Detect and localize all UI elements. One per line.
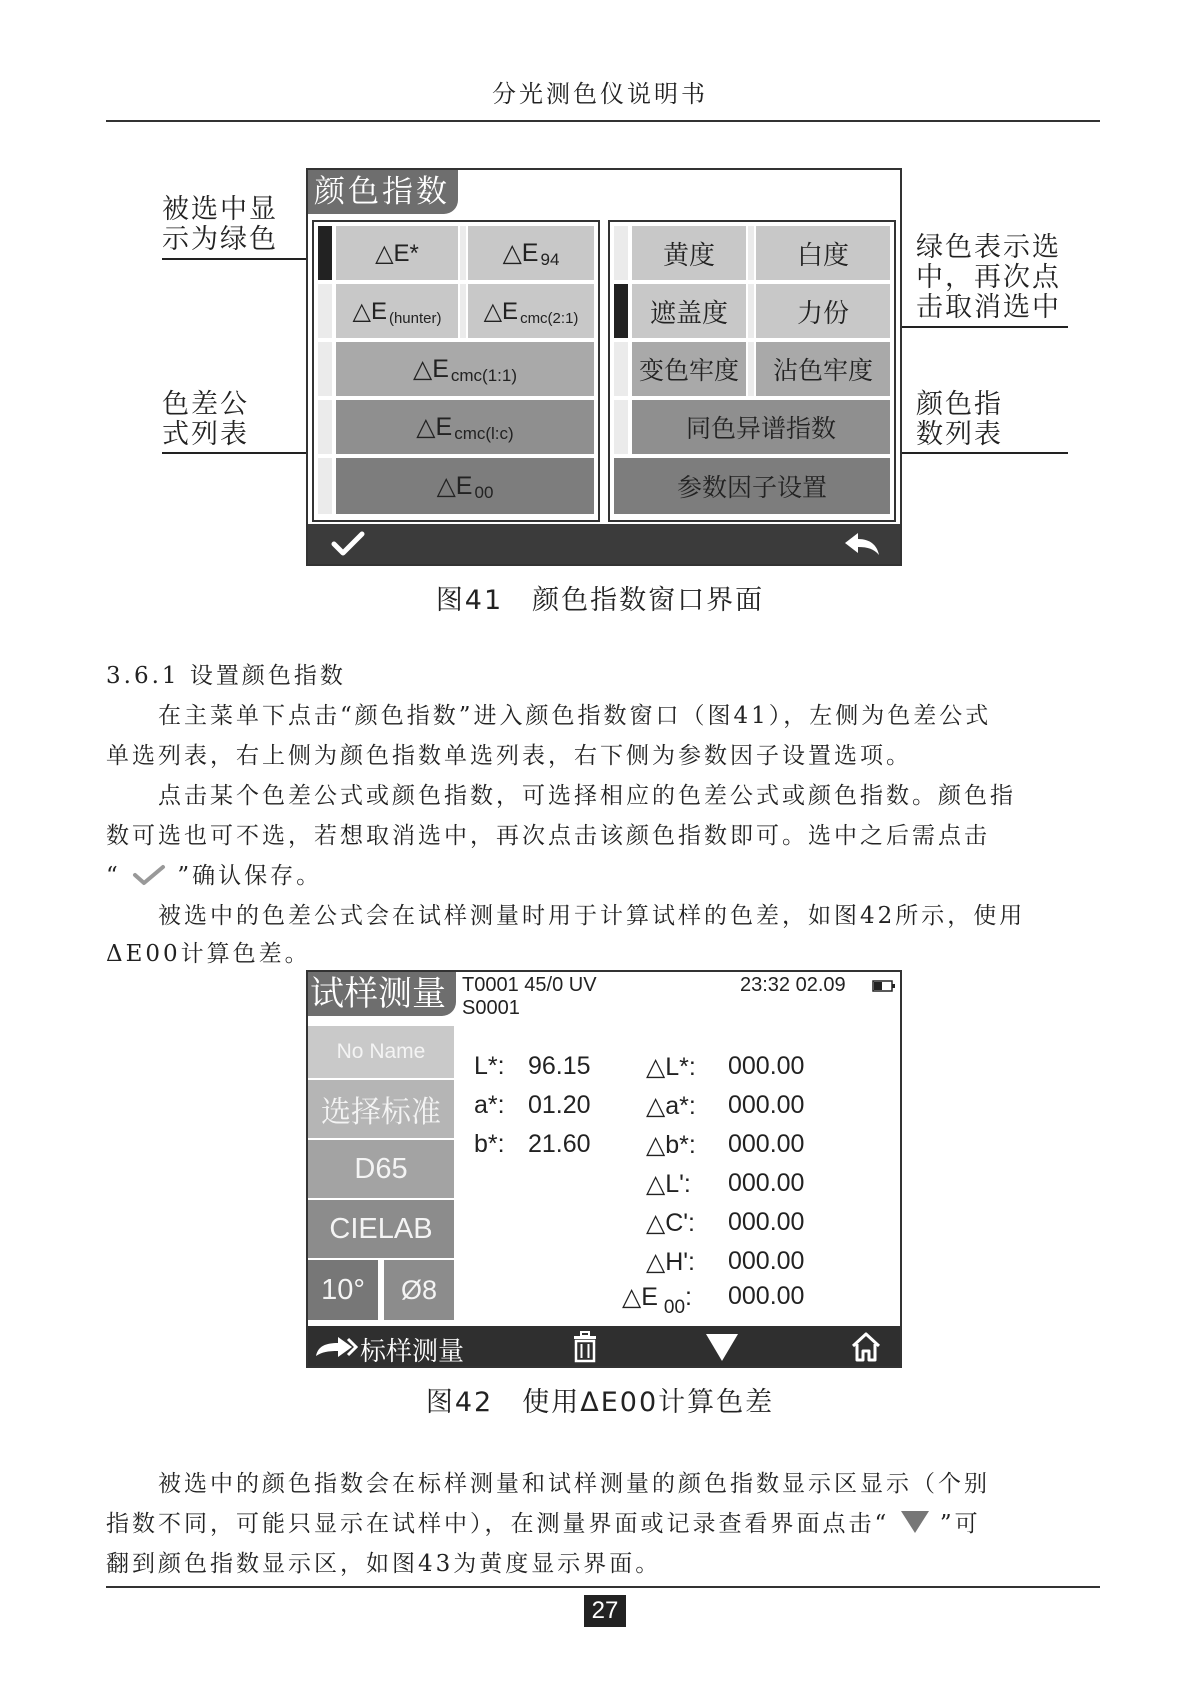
color-index-window [306,168,902,566]
callout-line-2: 示为绿色 [162,224,278,255]
paragraph-4-line-2 [106,1504,1100,1544]
color-space-button[interactable]: CIELAB [308,1200,454,1258]
sample-id: S0001 [462,997,520,1019]
header-rule [106,120,1100,122]
sample-measurement-window [306,970,902,1368]
callout-line-2: 数列表 [916,419,1003,450]
home-icon[interactable] [850,1331,882,1363]
callout-selected-green [162,195,278,255]
row-indicator [460,284,466,338]
callout-line-2: 中，再次点 [916,262,1061,293]
row-indicator [460,226,466,280]
select-standard-button[interactable]: 选择标准 [308,1080,454,1138]
index-yellowness[interactable]: 黄度 [632,226,746,280]
selected-indicator [614,284,628,338]
formula-delta-e-94[interactable] [468,226,594,280]
delta-l-value: 000.00 [728,1052,805,1080]
row-indicator [614,342,628,396]
callout-line-3: 击取消选中 [916,292,1061,323]
formula-subscript: 00 [474,483,494,502]
delta-l-prime-label: △L': [646,1170,691,1198]
color-index-list-panel [608,220,896,522]
delta-e-colon: : [685,1283,692,1311]
index-color-fastness[interactable]: 变色牢度 [632,342,746,396]
row-indicator [318,284,332,338]
section-heading: 3.6.1 设置颜色指数 [106,663,346,689]
index-hiding-power[interactable]: 遮盖度 [632,284,746,338]
lab-a-label: a*: [474,1091,505,1119]
status-time [740,974,846,997]
time: 23:32 [740,974,791,996]
paragraph-3-line-1: 被选中的色差公式会在试样测量时用于计算试样的色差，如图42所示，使用 [158,903,1026,929]
page-number: 27 [584,1595,626,1627]
observer-button[interactable]: 10° [308,1260,378,1320]
formula-label: △E [352,297,387,325]
row-indicator [318,400,332,454]
standard-name-button[interactable]: No Name [308,1026,454,1078]
formula-label: △E [416,413,453,441]
callout-leader [890,452,1068,454]
formula-subscript: 94 [540,250,560,269]
delta-l-label: △L*: [646,1053,696,1081]
paragraph-1-line-1: 在主菜单下点击“颜色指数”进入颜色指数窗口（图41），左侧为色差公式 [158,703,992,729]
row-indicator [748,226,754,280]
illuminant-button[interactable]: D65 [308,1140,454,1198]
paragraph-4-line-3: 翻到颜色指数显示区，如图43为黄度显示界面。 [106,1551,662,1577]
down-triangle-icon [900,1510,930,1534]
lab-l-value: 96.15 [528,1052,591,1080]
lab-a-value: 01.20 [528,1091,591,1119]
row-indicator [748,342,754,396]
row-indicator [614,400,628,454]
window-bottom-bar [308,524,900,564]
quote-open: “ [106,863,121,889]
callout-line-1: 被选中显 [162,194,278,225]
delta-e-text: △E [622,1283,658,1311]
row-indicator [748,284,754,338]
row-indicator [318,342,332,396]
row-indicator [318,458,332,514]
paragraph-2-line-2: 数可选也可不选，若想取消选中，再次点击该颜色指数即可。选中之后需点击 [106,823,990,849]
standard-measurement-label[interactable]: 标样测量 [360,1337,465,1367]
index-metamerism[interactable]: 同色异谱指数 [632,400,890,454]
callout-line-1: 绿色表示选 [916,232,1061,263]
index-staining-fastness[interactable]: 沾色牢度 [756,342,890,396]
formula-label: △E [502,239,539,267]
delta-e-00-value: 000.00 [728,1282,805,1310]
figure41-caption: 图41 颜色指数窗口界面 [435,585,765,616]
paragraph-1-line-2: 单选列表，右上侧为颜色指数单选列表，右下侧为参数因子设置选项。 [106,743,912,769]
callout-green-toggle [916,233,1061,323]
text-segment: 指数不同，可能只显示在试样中），在测量界面或记录查看界面点击“ [106,1511,890,1537]
formula-list-panel [312,220,600,522]
row-indicator [614,226,628,280]
forward-arrow-icon[interactable] [312,1334,358,1360]
page-header-title: 分光测色仪说明书 [492,80,708,108]
battery-icon [872,980,896,992]
formula-delta-e-cmc-lc[interactable] [336,400,594,454]
paragraph-3-line-2: ΔE00计算色差。 [106,941,311,967]
callout-line-1: 色差公 [162,389,249,420]
callout-index-list [916,390,1003,450]
formula-subscript: cmc(1:1) [450,366,518,385]
callout-formula-list [162,390,249,450]
index-strength[interactable]: 力份 [756,284,890,338]
window-bottom-bar [308,1326,900,1366]
formula-delta-e-star[interactable] [336,226,458,280]
formula-delta-e-00[interactable] [336,458,594,514]
formula-label: △E [436,472,473,500]
text-segment: ”可 [939,1511,981,1537]
callout-leader [162,452,320,454]
lab-l-label: L*: [474,1052,505,1080]
formula-delta-e-cmc-2-1[interactable] [468,284,594,338]
window-title: 试样测量 [308,972,456,1016]
delta-h-prime-value: 000.00 [728,1247,805,1275]
check-icon [131,864,167,886]
formula-label: △E [483,297,519,325]
formula-subscript: cmc(l:c) [454,424,514,443]
formula-delta-e-hunter[interactable] [336,284,458,338]
callout-leader [162,258,320,260]
formula-subscript: (hunter) [388,309,442,327]
delta-e-subscript: 00 [663,1297,686,1318]
delta-a-value: 000.00 [728,1091,805,1119]
figure42-caption: 图42 使用ΔE00计算色差 [425,1387,775,1418]
lab-b-value: 21.60 [528,1130,591,1158]
delta-a-label: △a*: [646,1092,696,1120]
formula-label: △E* [375,239,419,267]
sample-code: T0001 45/0 UV [462,974,597,996]
page-down-triangle-icon[interactable] [704,1332,740,1362]
formula-subscript: cmc(2:1) [520,309,579,327]
delta-e-00-label [622,1282,692,1318]
trash-icon[interactable] [572,1331,598,1363]
delta-c-prime-value: 000.00 [728,1208,805,1236]
selected-indicator [318,226,332,280]
window-title: 颜色指数 [308,170,458,214]
delta-b-label: △b*: [646,1131,696,1159]
paragraph-2-line-3 [106,856,1100,896]
back-arrow-icon[interactable] [842,530,882,558]
date: 02.09 [795,974,846,996]
aperture-button[interactable]: Ø8 [384,1260,454,1320]
lab-b-label: b*: [474,1130,505,1158]
callout-line-1: 颜色指 [916,389,1003,420]
confirm-check-icon[interactable] [330,530,366,558]
footer-rule [106,1586,1100,1588]
parameter-factor-settings-button[interactable]: 参数因子设置 [614,458,890,514]
quote-close: ”确认保存。 [177,863,323,889]
delta-h-prime-label: △H': [646,1248,695,1276]
paragraph-4-line-1: 被选中的颜色指数会在标样测量和试样测量的颜色指数显示区显示（个别 [158,1471,990,1497]
formula-delta-e-cmc-1-1[interactable] [336,342,594,396]
index-whiteness[interactable]: 白度 [756,226,890,280]
delta-l-prime-value: 000.00 [728,1169,805,1197]
callout-line-2: 式列表 [162,419,249,450]
formula-label: △E [412,355,449,383]
paragraph-2-line-1: 点击某个色差公式或颜色指数，可选择相应的色差公式或颜色指数。颜色指 [158,783,1016,809]
delta-b-value: 000.00 [728,1130,805,1158]
delta-c-prime-label: △C': [646,1209,695,1237]
